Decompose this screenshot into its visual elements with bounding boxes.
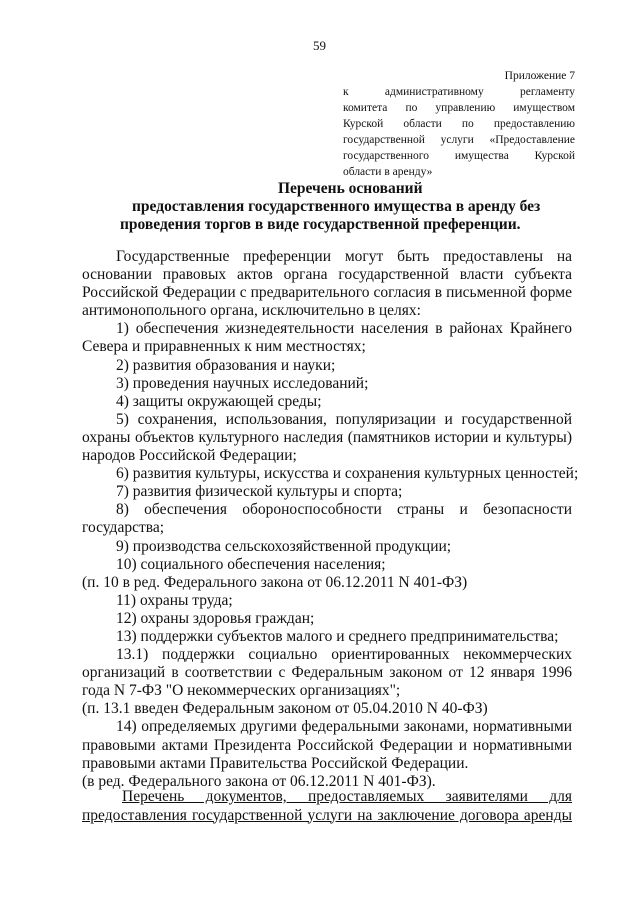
list-item: 14) определяемых другими федеральными законами, нормативными: [116, 718, 572, 736]
appendix-line: государственной услуги «Предоставление: [343, 134, 575, 146]
amendment-note: (п. 10 в ред. Федерального закона от 06.12.2011 N 401-ФЗ): [82, 573, 468, 591]
list-item: 8) обеспечения обороноспособности страны и безопасности: [116, 501, 572, 519]
list-item: 2) развития образования и науки;: [116, 356, 336, 374]
paragraph-line: Российской Федерации с предварительного согласия в письменной форме: [82, 284, 572, 302]
appendix-title: Приложение 7: [504, 70, 575, 82]
list-item-cont: Севера и приравненных к ним местностях;: [82, 338, 366, 356]
list-item-cont: государства;: [82, 519, 165, 537]
list-item: 11) охраны труда;: [116, 591, 233, 609]
list-item: 13) поддержки субъектов малого и среднего предпринимательства;: [116, 627, 559, 645]
list-item: 12) охраны здоровья граждан;: [116, 609, 315, 627]
paragraph-line: антимонопольного органа, исключительно в целях:: [82, 302, 421, 320]
document-heading: [82, 180, 582, 234]
paragraph-line: основании правовых актов органа государственной власти субъекта: [82, 266, 572, 284]
amendment-note: (в ред. Федерального закона от 06.12.2011 N 401-ФЗ).: [82, 772, 436, 790]
list-item-cont: народов Российской Федерации;: [82, 447, 297, 465]
list-item: 6) развития культуры, искусства и сохранения культурных ценностей;: [116, 465, 579, 483]
section-heading-line: Перечень документов, предоставляемых заявителями для: [122, 788, 572, 805]
list-item: 4) защиты окружающей среды;: [116, 392, 322, 410]
list-item-cont: правовыми актами Правительства Российской Федерации.: [82, 754, 469, 772]
paragraph-line: Государственные преференции могут быть предоставлены на: [116, 248, 572, 265]
list-item: 9) производства сельскохозяйственной продукции;: [116, 537, 452, 555]
amendment-note: (п. 13.1 введен Федеральным законом от 05.04.2010 N 40-ФЗ): [82, 700, 488, 718]
body-text: [82, 248, 579, 791]
list-item: 5) сохранения, использования, популяризации и государственной: [116, 410, 572, 428]
heading-line: Перечень оснований: [278, 180, 423, 197]
appendix-line: комитета по управлению имуществом: [343, 102, 575, 114]
list-item-cont: организаций в соответствии с Федеральным законом от 12 января 1996: [82, 664, 572, 682]
list-item-cont: года N 7-ФЗ "О некоммерческих организациях";: [82, 682, 401, 700]
heading-line: проведения торгов в виде государственной преференции.: [120, 216, 521, 233]
list-item: 7) развития физической культуры и спорта;: [116, 483, 403, 501]
appendix-block: [343, 68, 575, 180]
list-item: 3) проведения научных исследований;: [116, 374, 369, 392]
heading-line: предоставления государственного имущества в аренду без: [132, 198, 541, 215]
appendix-line: государственного имущества Курской: [343, 150, 575, 162]
appendix-line: области в аренду»: [343, 166, 433, 178]
page-number: 59: [313, 38, 326, 53]
list-item-cont: охраны объектов культурного наследия (памятников истории и культуры): [82, 428, 572, 446]
list-item: 10) социального обеспечения населения;: [116, 555, 386, 573]
list-item: 1) обеспечения жизнедеятельности населения в районах Крайнего: [116, 320, 572, 338]
section-heading-documents: [82, 788, 572, 825]
appendix-line: к административному регламенту: [343, 86, 575, 98]
section-heading-line: предоставления государственной услуги на заключение договора аренды: [82, 806, 572, 824]
appendix-line: Курской области по предоставлению: [343, 118, 575, 130]
list-item-cont: правовыми актами Президента Российской Федерации и нормативными: [82, 736, 572, 754]
list-item: 13.1) поддержки социально ориентированных некоммерческих: [116, 646, 572, 664]
